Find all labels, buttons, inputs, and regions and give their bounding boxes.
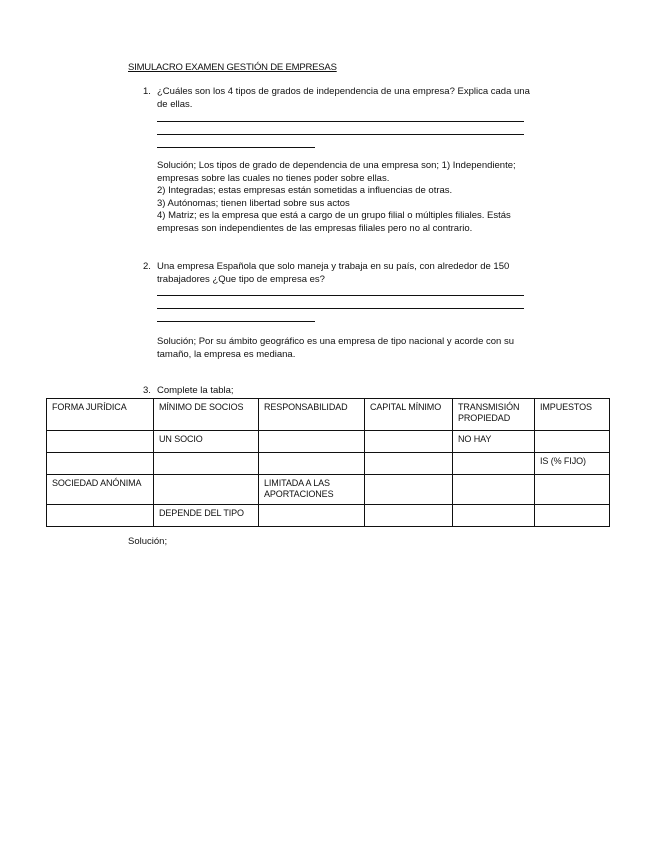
table-cell xyxy=(535,505,610,527)
table-cell xyxy=(47,505,154,527)
question-line: de ellas. xyxy=(157,98,193,110)
table-cell xyxy=(154,505,259,527)
cell-text: PROPIEDAD xyxy=(458,413,511,423)
cell-text: UN SOCIO xyxy=(159,434,203,444)
table-cell xyxy=(535,431,610,453)
table-cell xyxy=(47,431,154,453)
solution-line: 2) Integradas; estas empresas están sometidas a influencias de otras. xyxy=(157,185,453,196)
solution-line: 4) Matriz; es la empresa que está a cargo de un grupo filial o múltiples filiales. Estás xyxy=(157,210,511,221)
cell-text: CAPITAL MÍNIMO xyxy=(370,402,442,412)
question-line: trabajadores ¿Que tipo de empresa es? xyxy=(157,273,325,285)
table-cell xyxy=(259,453,365,475)
question-1 xyxy=(143,86,535,111)
table-row xyxy=(47,475,610,505)
cell-text: FORMA JURÍDICA xyxy=(52,402,127,412)
table-header-cell xyxy=(535,399,610,431)
question-number: 2. xyxy=(143,261,151,272)
table-header-row xyxy=(47,399,610,431)
table-header-cell xyxy=(365,399,453,431)
answer-line xyxy=(157,121,524,122)
solution-line: Solución; Los tipos de grado de dependencia de una empresa son; 1) Independiente; xyxy=(157,160,516,171)
answer-line xyxy=(157,295,524,296)
final-solution-label: Solución; xyxy=(128,536,168,547)
table-cell xyxy=(259,475,365,505)
cell-text: IS (% FIJO) xyxy=(540,456,586,466)
document-title: SIMULACRO EXAMEN GESTIÓN DE EMPRESAS xyxy=(128,62,337,73)
table-cell xyxy=(453,475,535,505)
table-cell xyxy=(365,431,453,453)
table-header-cell xyxy=(154,399,259,431)
cell-text: SOCIEDAD ANÓNIMA xyxy=(52,478,142,488)
question-number: 1. xyxy=(143,86,151,97)
table-row xyxy=(47,505,610,527)
answer-line xyxy=(157,147,315,148)
cell-text: IMPUESTOS xyxy=(540,402,592,412)
table-cell xyxy=(365,505,453,527)
question-2 xyxy=(143,261,535,286)
table-row xyxy=(47,453,610,475)
table-cell xyxy=(47,475,154,505)
table-row xyxy=(47,431,610,453)
question-3 xyxy=(143,385,535,398)
table-cell xyxy=(259,431,365,453)
question-line: Una empresa Española que solo maneja y trabaja en su país, con alrededor de 150 xyxy=(157,261,510,272)
table-header-cell xyxy=(453,399,535,431)
solution-line: empresas son independientes de las empresas filiales pero no al contrario. xyxy=(157,222,473,234)
question-line: Complete la tabla; xyxy=(157,385,234,396)
table-cell xyxy=(47,453,154,475)
legal-forms-table xyxy=(46,398,610,527)
cell-text: RESPONSABILIDAD xyxy=(264,402,348,412)
table-cell xyxy=(453,453,535,475)
solution-line: 3) Autónomas; tienen libertad sobre sus actos xyxy=(157,197,350,209)
solution-line: Solución; Por su ámbito geográfico es una empresa de tipo nacional y acorde con su xyxy=(157,336,514,347)
solution-line: empresas sobre las cuales no tienes poder sobre ellas. xyxy=(157,172,390,184)
solution-2 xyxy=(157,336,529,361)
table-cell xyxy=(453,431,535,453)
table-cell xyxy=(365,475,453,505)
cell-text: NO HAY xyxy=(458,434,492,444)
table-cell xyxy=(535,475,610,505)
cell-text: DEPENDE DEL TIPO xyxy=(159,508,244,518)
table-cell xyxy=(259,505,365,527)
cell-text: MÍNIMO DE SOCIOS xyxy=(159,402,244,412)
question-number: 3. xyxy=(143,385,151,396)
table-cell xyxy=(154,431,259,453)
cell-text: APORTACIONES xyxy=(264,489,334,499)
table-cell xyxy=(154,475,259,505)
cell-text: TRANSMISIÓN xyxy=(458,402,520,412)
solution-line: tamaño, la empresa es mediana. xyxy=(157,348,296,360)
table-cell xyxy=(453,505,535,527)
answer-line xyxy=(157,134,524,135)
answer-line xyxy=(157,308,524,309)
cell-text: LIMITADA A LAS xyxy=(264,478,330,488)
question-line: ¿Cuáles son los 4 tipos de grados de independencia de una empresa? Explica cada una xyxy=(157,86,530,97)
solution-1 xyxy=(157,160,529,235)
table-cell xyxy=(365,453,453,475)
answer-line xyxy=(157,321,315,322)
table-header-cell xyxy=(47,399,154,431)
table-cell xyxy=(154,453,259,475)
table-cell xyxy=(535,453,610,475)
table-header-cell xyxy=(259,399,365,431)
